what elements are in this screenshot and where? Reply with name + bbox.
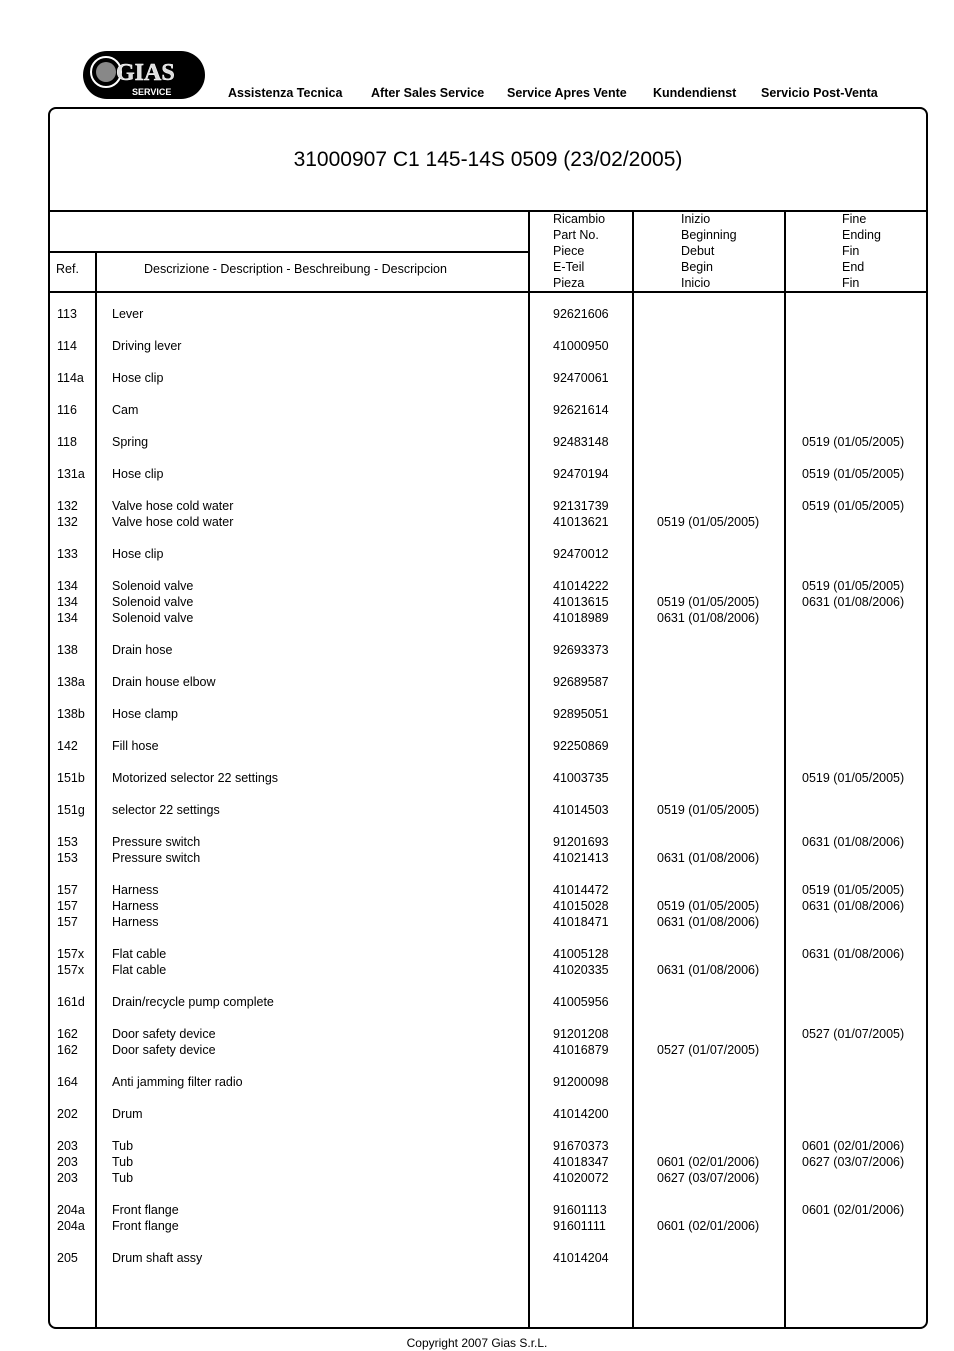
ending-date-cell: 0519 (01/05/2005)	[802, 499, 905, 513]
ref-cell: 132	[57, 499, 78, 513]
document-title: 31000907 C1 145-14S 0509 (23/02/2005)	[293, 148, 683, 171]
description-cell: Drain hose	[112, 643, 173, 657]
ref-cell: 114	[57, 339, 77, 353]
beginning-date-cell: 0519 (01/05/2005)	[657, 899, 760, 913]
part-number-cell: 41013615	[553, 595, 609, 609]
ending-date-cell: 0631 (01/08/2006)	[802, 947, 905, 961]
description-column-header: Descrizione - Description - Beschreibung - Descripcion	[144, 262, 447, 276]
ending-date-cell: 0631 (01/08/2006)	[802, 595, 905, 609]
ref-cell: 118	[57, 435, 77, 449]
beginning-header-fr: Debut	[681, 244, 715, 258]
ref-cell: 114a	[57, 371, 84, 385]
description-cell: Tub	[112, 1155, 134, 1169]
ref-cell: 204a	[57, 1219, 85, 1233]
ending-header-de: End	[842, 260, 865, 274]
beginning-date-cell: 0601 (02/01/2006)	[657, 1219, 760, 1233]
ending-date-cell: 0631 (01/08/2006)	[802, 899, 905, 913]
part-number-cell: 91200098	[553, 1075, 609, 1089]
part-number-cell: 91601111	[553, 1219, 606, 1233]
ending-date-cell: 0519 (01/05/2005)	[802, 883, 905, 897]
description-cell: Hose clamp	[112, 707, 178, 721]
description-cell: Lever	[112, 307, 144, 321]
ending-column-header	[842, 211, 881, 291]
ref-cell: 162	[57, 1027, 78, 1041]
description-cell: Harness	[112, 915, 159, 929]
description-cell: Anti jamming filter radio	[112, 1075, 243, 1089]
description-cell: Drain house elbow	[112, 675, 216, 689]
part-header-en: Part No.	[553, 228, 599, 242]
part-number-cell: 41015028	[553, 899, 609, 913]
header-servicio-post-venta: Servicio Post-Venta	[761, 86, 878, 100]
part-number-cell: 41018471	[553, 915, 609, 929]
description-cell: Pressure switch	[112, 835, 201, 849]
ending-header-it: Fine	[842, 212, 867, 226]
beginning-header-es: Inicio	[681, 276, 711, 290]
ref-cell: 134	[57, 579, 78, 593]
header-mid-rule	[48, 251, 529, 253]
description-cell: Fill hose	[112, 739, 159, 753]
part-number-cell: 41014222	[553, 579, 609, 593]
ref-cell: 164	[57, 1075, 78, 1089]
part-number-cell: 91201208	[553, 1027, 609, 1041]
description-cell: Driving lever	[112, 339, 182, 353]
ref-cell: 142	[57, 739, 78, 753]
part-number-cell: 41016879	[553, 1043, 609, 1057]
part-number-cell: 92250869	[553, 739, 609, 753]
description-cell: Hose clip	[112, 467, 164, 481]
ref-cell: 157x	[57, 947, 85, 961]
ref-cell: 132	[57, 515, 78, 529]
description-cell: Tub	[112, 1171, 134, 1185]
description-cell: Solenoid valve	[112, 611, 194, 625]
ref-cell: 138	[57, 643, 78, 657]
beginning-date-cell: 0631 (01/08/2006)	[657, 851, 760, 865]
ending-date-cell: 0519 (01/05/2005)	[802, 435, 905, 449]
ending-header-es: Fin	[842, 276, 860, 290]
ending-date-cell: 0519 (01/05/2005)	[802, 579, 905, 593]
gias-service-logo	[82, 50, 206, 100]
ref-cell: 157x	[57, 963, 85, 977]
header-top-rule	[48, 210, 928, 212]
ref-cell: 151g	[57, 803, 85, 817]
description-cell: Door safety device	[112, 1043, 216, 1057]
description-cell: Door safety device	[112, 1027, 216, 1041]
ref-cell: 157	[57, 899, 78, 913]
ref-cell: 205	[57, 1251, 78, 1265]
description-cell: Flat cable	[112, 947, 167, 961]
part-number-cell: 41020335	[553, 963, 609, 977]
part-number-cell: 41014472	[553, 883, 609, 897]
beginning-date-cell: 0519 (01/05/2005)	[657, 515, 760, 529]
part-number-cell: 41018989	[553, 611, 609, 625]
ref-cell: 116	[57, 403, 77, 417]
part-number-cell: 92483148	[553, 435, 609, 449]
description-cell: Drain/recycle pump complete	[112, 995, 274, 1009]
part-number-cell: 41014503	[553, 803, 609, 817]
ref-cell: 131a	[57, 467, 85, 481]
header-after-sales: After Sales Service	[371, 86, 485, 100]
part-number-cell: 41005128	[553, 947, 609, 961]
beginning-column-header	[681, 211, 737, 291]
beginning-date-cell: 0519 (01/05/2005)	[657, 595, 760, 609]
part-number-cell: 92131739	[553, 499, 609, 513]
part-number-cell: 41000950	[553, 339, 609, 353]
description-cell: Harness	[112, 883, 159, 897]
description-cell: Valve hose cold water	[112, 499, 234, 513]
part-number-cell: 41003735	[553, 771, 609, 785]
part-column-header	[553, 211, 605, 291]
description-cell: Hose clip	[112, 371, 164, 385]
description-cell: Front flange	[112, 1203, 179, 1217]
part-header-es: Pieza	[553, 276, 585, 290]
ref-cell: 151b	[57, 771, 85, 785]
part-number-cell: 92470061	[553, 371, 609, 385]
description-cell: Solenoid valve	[112, 595, 194, 609]
header-kundendienst: Kundendienst	[653, 86, 737, 100]
description-cell: Flat cable	[112, 963, 167, 977]
header-bottom-rule	[48, 291, 928, 293]
part-header-fr: Piece	[553, 244, 585, 258]
part-number-cell: 41014200	[553, 1107, 609, 1121]
part-number-cell: 92689587	[553, 675, 609, 689]
ending-header-fr: Fin	[842, 244, 860, 258]
ref-cell: 203	[57, 1155, 78, 1169]
part-number-cell: 92693373	[553, 643, 609, 657]
part-number-cell: 41021413	[553, 851, 609, 865]
description-cell: Valve hose cold water	[112, 515, 234, 529]
ending-date-cell: 0519 (01/05/2005)	[802, 467, 905, 481]
description-cell: Motorized selector 22 settings	[112, 771, 279, 785]
ref-cell: 138b	[57, 707, 85, 721]
ref-cell: 157	[57, 915, 78, 929]
description-cell: selector 22 settings	[112, 803, 220, 817]
beginning-date-cell: 0631 (01/08/2006)	[657, 963, 760, 977]
beginning-date-cell: 0601 (02/01/2006)	[657, 1155, 760, 1169]
ending-date-cell: 0627 (03/07/2006)	[802, 1155, 905, 1169]
ref-cell: 113	[57, 307, 77, 321]
description-cell: Solenoid valve	[112, 579, 194, 593]
ending-header-en: Ending	[842, 228, 881, 242]
part-number-cell: 41018347	[553, 1155, 609, 1169]
part-number-cell: 41020072	[553, 1171, 609, 1185]
ending-date-cell: 0601 (02/01/2006)	[802, 1139, 905, 1153]
ref-cell: 161d	[57, 995, 85, 1009]
part-number-cell: 91201693	[553, 835, 609, 849]
description-cell: Harness	[112, 899, 159, 913]
part-header-de: E-Teil	[553, 260, 585, 274]
beginning-date-cell: 0519 (01/05/2005)	[657, 803, 760, 817]
ref-column-divider	[95, 251, 97, 1329]
beginning-date-cell: 0627 (03/07/2006)	[657, 1171, 760, 1185]
ref-cell: 202	[57, 1107, 78, 1121]
part-number-cell: 91601113	[553, 1203, 607, 1217]
part-number-cell: 41005956	[553, 995, 609, 1009]
header-service-apres-vente: Service Apres Vente	[507, 86, 627, 100]
beginning-date-cell: 0631 (01/08/2006)	[657, 611, 760, 625]
copyright-footer: Copyright 2007 Gias S.r.L.	[406, 1336, 548, 1350]
ref-cell: 203	[57, 1139, 78, 1153]
ref-cell: 203	[57, 1171, 78, 1185]
begin-column-divider	[784, 210, 786, 1329]
ref-cell: 162	[57, 1043, 78, 1057]
logo-subtitle: SERVICE	[132, 87, 172, 97]
description-cell: Drum	[112, 1107, 143, 1121]
description-cell: Front flange	[112, 1219, 179, 1233]
part-header-it: Ricambio	[553, 212, 606, 226]
ending-date-cell: 0631 (01/08/2006)	[802, 835, 905, 849]
part-number-cell: 41014204	[553, 1251, 609, 1265]
ending-date-cell: 0601 (02/01/2006)	[802, 1203, 905, 1217]
ref-cell: 133	[57, 547, 78, 561]
ref-cell: 138a	[57, 675, 85, 689]
ending-date-cell: 0519 (01/05/2005)	[802, 771, 905, 785]
part-number-cell: 92895051	[553, 707, 609, 721]
description-cell: Tub	[112, 1139, 134, 1153]
description-cell: Spring	[112, 435, 149, 449]
ending-date-cell: 0527 (01/07/2005)	[802, 1027, 905, 1041]
description-cell: Pressure switch	[112, 851, 201, 865]
beginning-date-cell: 0631 (01/08/2006)	[657, 915, 760, 929]
beginning-header-it: Inizio	[681, 212, 711, 226]
ref-cell: 157	[57, 883, 78, 897]
part-number-cell: 91670373	[553, 1139, 609, 1153]
ref-column-header: Ref.	[56, 262, 79, 276]
ref-cell: 153	[57, 851, 78, 865]
ref-cell: 134	[57, 595, 78, 609]
logo-wordmark: GIAS	[116, 60, 175, 86]
part-number-cell: 92470012	[553, 547, 609, 561]
ref-cell: 134	[57, 611, 78, 625]
part-number-cell: 92621614	[553, 403, 609, 417]
header-assistenza: Assistenza Tecnica	[228, 86, 343, 100]
beginning-date-cell: 0527 (01/07/2005)	[657, 1043, 760, 1057]
part-number-cell: 92621606	[553, 307, 609, 321]
part-number-cell: 41013621	[553, 515, 609, 529]
ref-cell: 153	[57, 835, 78, 849]
desc-column-divider	[528, 210, 530, 1329]
ref-cell: 204a	[57, 1203, 85, 1217]
part-column-divider	[632, 210, 634, 1329]
description-cell: Cam	[112, 403, 139, 417]
beginning-header-de: Begin	[681, 260, 713, 274]
description-cell: Drum shaft assy	[112, 1251, 203, 1265]
part-number-cell: 92470194	[553, 467, 609, 481]
beginning-header-en: Beginning	[681, 228, 737, 242]
description-cell: Hose clip	[112, 547, 164, 561]
